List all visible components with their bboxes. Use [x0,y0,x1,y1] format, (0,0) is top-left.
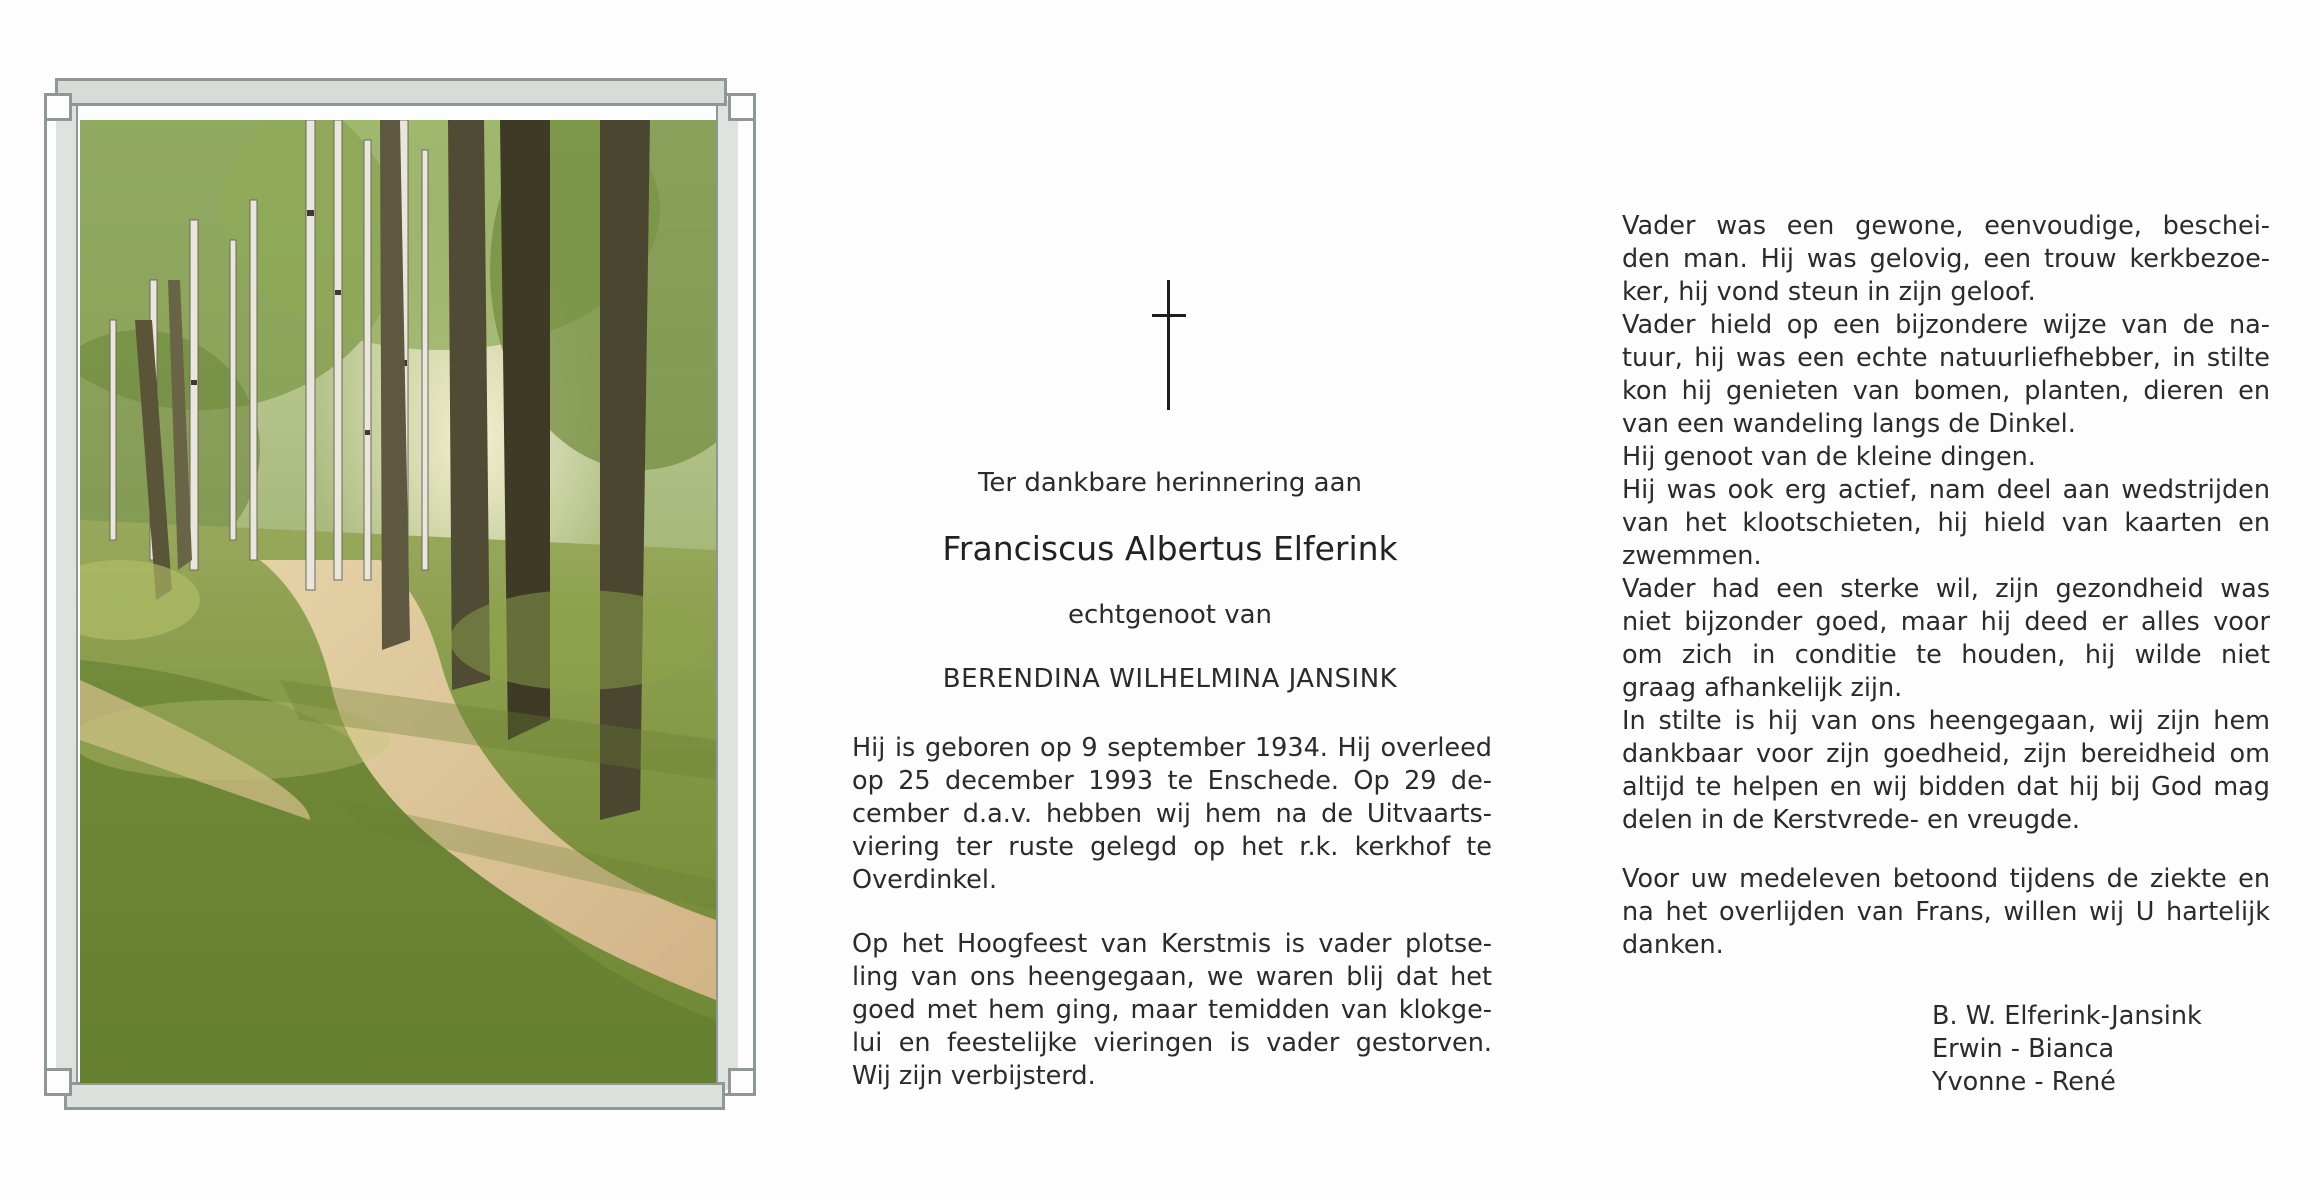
paragraph-line: kon hij genieten van bomen, planten, dieren en [1622,376,2270,406]
remembrance-intro: Ter dankbare herinnering aan [977,468,1363,498]
paragraph-line: tuur, hij was een echte natuurliefhebber, in stilte [1622,343,2270,373]
forest-path-photo [80,120,716,1083]
paragraph-line: Hij was ook erg actief, nam deel aan wedstrijden [1622,475,2270,505]
frame-corner-top-left [44,93,72,121]
frame-corner-bottom-right [728,1068,756,1096]
paragraph-line: den man. Hij was gelovig, een trouw kerkbezoe- [1622,244,2270,274]
photo-frame-right-bar [716,100,738,1090]
signature-line: Yvonne - René [1932,1067,2116,1097]
paragraph-line: lui en feestelijke vieringen is vader gestorven. [852,1028,1492,1058]
paragraph-line: op 25 december 1993 te Enschede. Op 29 de- [852,766,1492,796]
paragraph-line: na het overlijden van Frans, willen wij U hartelijk [1622,897,2270,927]
family-signatures [1932,1000,2272,1099]
deceased-name: Franciscus Albertus Elferink [942,529,1398,568]
christmas-paragraph [852,928,1492,1093]
thanks-paragraph [1622,863,2270,962]
paragraph-line: niet bijzonder goed, maar hij deed er alles voor [1622,607,2270,637]
photo-frame-left-bar [56,100,78,1090]
photo-frame-top-bar [55,78,727,106]
paragraph-line: om zich in conditie te houden, hij wilde niet [1622,640,2270,670]
birth-death-paragraph [852,732,1492,897]
signature-line: Erwin - Bianca [1932,1034,2115,1064]
paragraph-line: dankbaar voor zijn goedheid, zijn bereidheid om [1622,739,2270,769]
middle-column [840,270,1500,1130]
paragraph-line: Vader had een sterke wil, zijn gezondheid was [1622,574,2270,604]
paragraph-line: graag afhankelijk zijn. [1622,673,1903,703]
latin-cross-icon [1152,280,1186,410]
paragraph-line: cember d.a.v. hebben wij hem na de Uitvaarts- [852,799,1492,829]
paragraph-line: In stilte is hij van ons heengegaan, wij zijn hem [1622,706,2270,736]
paragraph-line: van het klootschieten, hij hield van kaarten en [1622,508,2270,538]
paragraph-line: Wij zijn verbijsterd. [852,1061,1096,1091]
right-column [1622,210,2272,1110]
paragraph-line: altijd te helpen en wij bidden dat hij bij God mag [1622,772,2270,802]
paragraph-line: zwemmen. [1622,541,1762,571]
paragraph-line: Hij is geboren op 9 september 1934. Hij overleed [852,733,1492,763]
paragraph-line: delen in de Kerstvrede- en vreugde. [1622,805,2081,835]
father-description-paragraph [1622,210,2270,837]
paragraph-line: Op het Hoogfeest van Kerstmis is vader plotse- [852,929,1492,959]
paragraph-line: Voor uw medeleven betoond tijdens de ziekte en [1622,864,2270,894]
paragraph-line: ker, hij vond steun in zijn geloof. [1622,277,2036,307]
paragraph-line: Overdinkel. [852,865,998,895]
spouse-name: BERENDINA WILHELMINA JANSINK [942,664,1398,694]
paragraph-line: Vader was een gewone, eenvoudige, beschei- [1622,211,2270,241]
paragraph-line: van een wandeling langs de Dinkel. [1622,409,2076,439]
paragraph-line: danken. [1622,930,1724,960]
paragraph-line: Hij genoot van de kleine dingen. [1622,442,2036,472]
paragraph-line: Vader hield op een bijzondere wijze van de na- [1622,310,2270,340]
spouse-of-label: echtgenoot van [1067,600,1272,630]
frame-corner-top-right [728,93,756,121]
paragraph-line: viering ter ruste gelegd op het r.k. kerkhof te [852,832,1492,862]
signature-line: B. W. Elferink-Jansink [1932,1001,2202,1031]
photo-frame-bottom-bar [64,1082,725,1110]
forest-path-illustration [80,120,716,1083]
paragraph-line: goed met hem ging, maar temidden van klokge- [852,995,1492,1025]
frame-corner-bottom-left [44,1068,72,1096]
paragraph-line: ling van ons heengegaan, we waren blij dat het [852,962,1492,992]
